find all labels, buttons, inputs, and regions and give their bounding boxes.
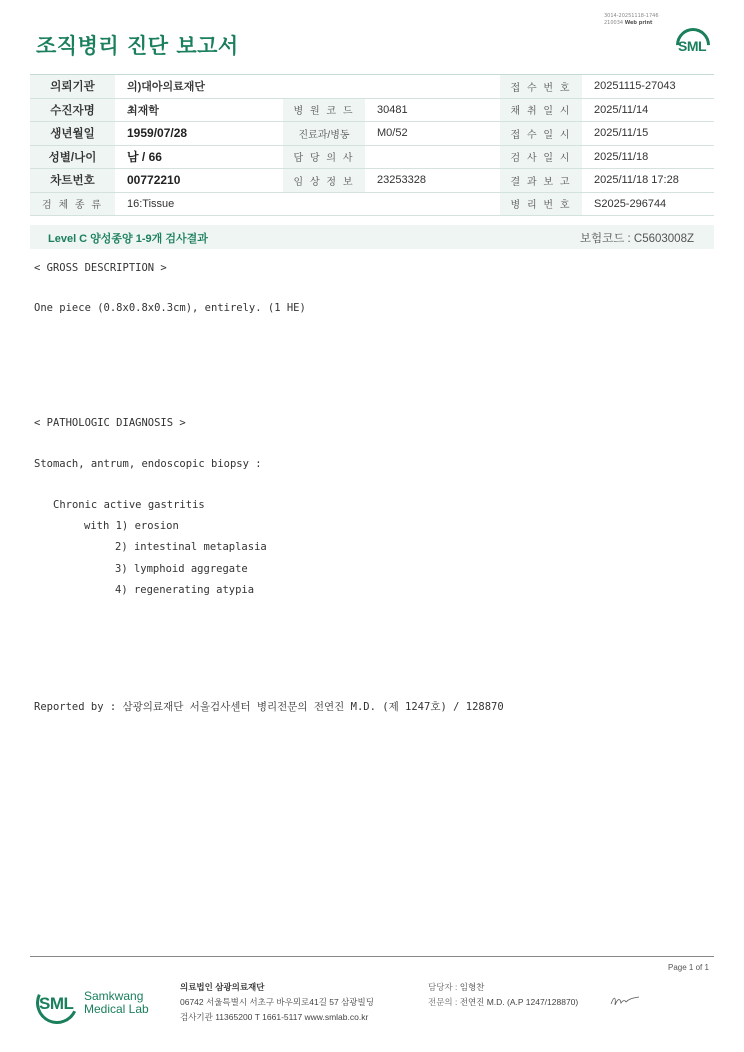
hospital-code-label: 병 원 코 드 — [283, 98, 365, 122]
table-row — [30, 75, 714, 99]
dept-ward-label: 진료과/병동 — [283, 122, 365, 146]
clinical-info-value: 23253328 — [365, 169, 500, 193]
signature-icon — [610, 994, 640, 1008]
table-row — [30, 192, 714, 216]
diagnosis-item: 4) regenerating atypia — [115, 584, 255, 596]
logo-sml-text: SML — [39, 994, 74, 1013]
logo-name — [84, 990, 149, 1016]
diagnosis-item: with 1) erosion — [84, 520, 179, 532]
specimen-type-value: 16:Tissue — [115, 192, 500, 216]
org-contact: 검사기관 11365200 T 1661-5117 www.smlab.co.kr — [180, 1012, 369, 1022]
print-id: 3014-20251118-1746 — [604, 13, 659, 19]
report-date-value: 2025/11/18 17:28 — [582, 169, 714, 193]
print-mode: Web print — [624, 20, 653, 26]
result-header-bar — [30, 225, 714, 249]
physician-label: 담 당 의 사 — [283, 145, 365, 169]
page-title: 조직병리 진단 보고서 — [36, 34, 239, 58]
sml-logo — [674, 28, 712, 64]
reported-by: Reported by : 삼광의료재단 서울검사센터 병리전문의 전연진 M.D. (제 1247호) / 128870 — [34, 701, 504, 713]
dept-ward-value: M0/52 — [365, 122, 500, 146]
hospital-code-value: 30481 — [365, 98, 500, 122]
logo-name-line2: Medical Lab — [84, 1002, 149, 1016]
birth-date-label: 생년월일 — [30, 122, 115, 146]
org-name: 의료법인 삼광의료재단 — [180, 982, 265, 992]
footer-organization — [180, 980, 374, 1025]
print-meta — [604, 13, 659, 27]
logo-text: SML — [678, 38, 707, 54]
sex-age-label: 성별/나이 — [30, 145, 115, 169]
physician-value — [365, 145, 500, 169]
staff-name: 임형찬 — [459, 982, 485, 992]
exam-date-label: 검 사 일 시 — [500, 145, 582, 169]
report-date-label: 결 과 보 고 — [500, 169, 582, 193]
collection-date-label: 채 취 일 시 — [500, 98, 582, 122]
receipt-no-value: 20251115-27043 — [582, 75, 714, 99]
exam-date-value: 2025/11/18 — [582, 145, 714, 169]
print-code: 210034 — [604, 20, 624, 26]
receipt-date-value: 2025/11/15 — [582, 122, 714, 146]
clinical-info-label: 임 상 정 보 — [283, 169, 365, 193]
specialist-label: 전문의 : — [428, 997, 458, 1007]
table-row — [30, 145, 714, 169]
birth-date-value: 1959/07/28 — [115, 122, 283, 146]
chart-no-value: 00772210 — [115, 169, 283, 193]
receipt-date-label: 접 수 일 시 — [500, 122, 582, 146]
table-row — [30, 122, 714, 146]
insurance-code: 보험코드 : C5603008Z — [579, 233, 694, 245]
result-title: Level C 양성종양 1-9개 검사결과 — [48, 233, 208, 245]
specimen-type-label: 검 체 종 류 — [30, 192, 115, 216]
receipt-no-label: 접 수 번 호 — [500, 75, 582, 99]
sex-age-value: 남 / 66 — [115, 145, 283, 169]
pathology-no-value: S2025-296744 — [582, 192, 714, 216]
table-row — [30, 169, 714, 193]
patient-name-label: 수진자명 — [30, 98, 115, 122]
staff-label: 담당자 : — [428, 982, 458, 992]
patient-info-table — [30, 74, 714, 216]
table-row — [30, 98, 714, 122]
gross-text: One piece (0.8x0.8x0.3cm), entirely. (1 HE) — [34, 302, 306, 314]
diagnosis-site: Stomach, antrum, endoscopic biopsy : — [34, 458, 262, 470]
requester-label: 의뢰기관 — [30, 75, 115, 99]
footer-staff — [428, 980, 578, 1010]
gross-heading: < GROSS DESCRIPTION > — [34, 262, 167, 274]
logo-name-line1: Samkwang — [84, 989, 144, 1003]
requester-value: 의)대아의료재단 — [115, 75, 500, 99]
specialist-name: 전연진 M.D. (A.P 1247/128870) — [459, 997, 579, 1007]
diagnosis-item: 3) lymphoid aggregate — [115, 563, 248, 575]
samkwang-logo — [36, 982, 166, 1026]
pathology-no-label: 병 리 번 호 — [500, 192, 582, 216]
footer-divider — [30, 956, 714, 957]
diagnosis-item: 2) intestinal metaplasia — [115, 541, 267, 553]
org-address: 06742 서울특별시 서초구 바우뫼로41길 57 삼광빌딩 — [180, 997, 374, 1007]
collection-date-value: 2025/11/14 — [582, 98, 714, 122]
diagnosis-main: Chronic active gastritis — [53, 499, 205, 511]
page-number: Page 1 of 1 — [668, 963, 709, 972]
diagnosis-heading: < PATHOLOGIC DIAGNOSIS > — [34, 417, 186, 429]
chart-no-label: 차트번호 — [30, 169, 115, 193]
patient-name-value: 최재학 — [115, 98, 283, 122]
